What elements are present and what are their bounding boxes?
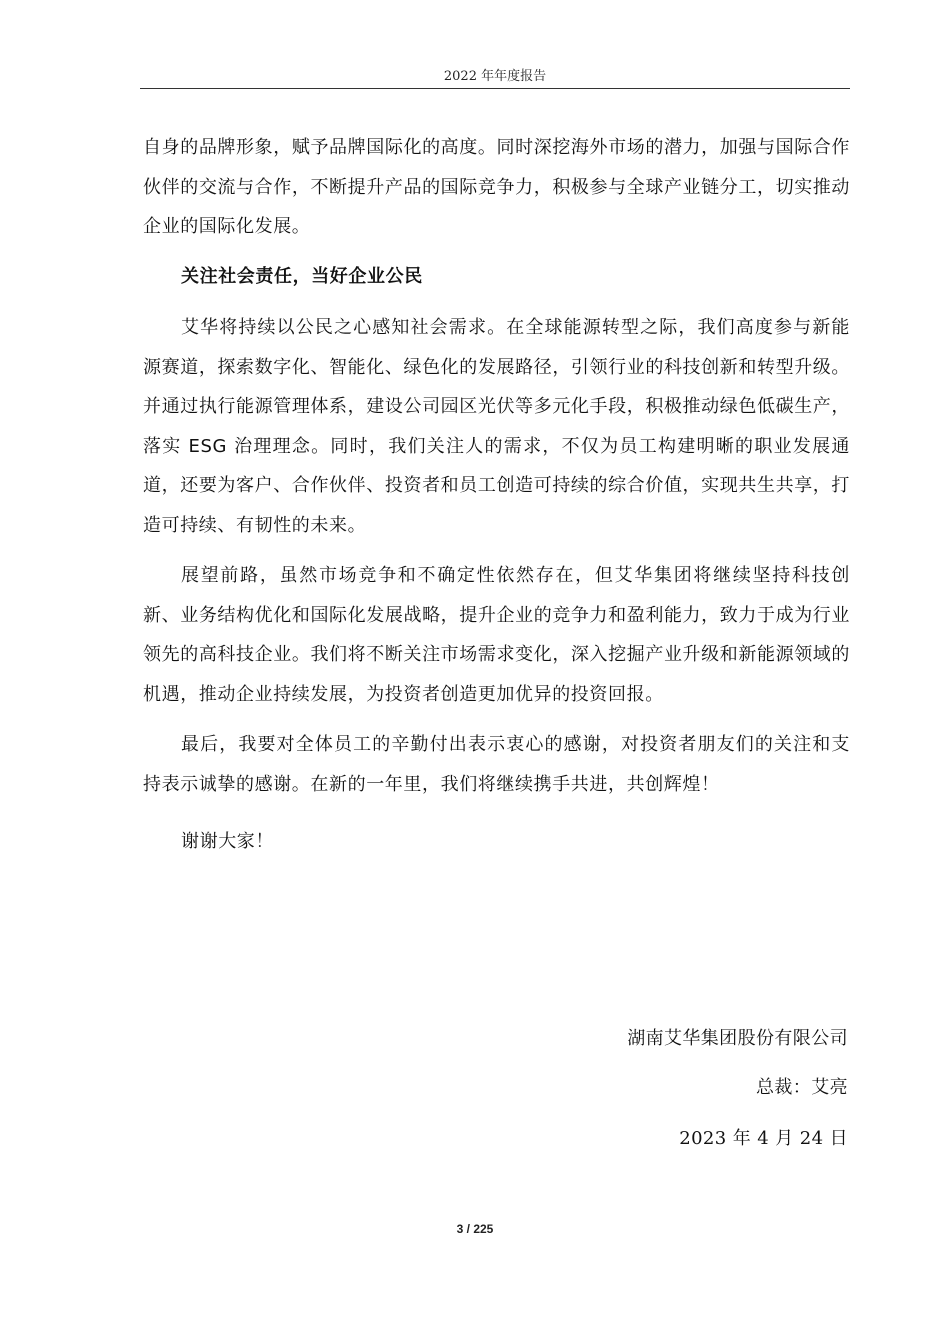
signature-date: 2023 年 4 月 24 日 xyxy=(679,1128,848,1149)
header-divider xyxy=(140,88,850,89)
closing-thanks: 谢谢大家！ xyxy=(181,831,274,852)
body-paragraph-2: 艾华将持续以公民之心感知社会需求。在全球能源转型之际，我们高度参与新能源赛道，探索数字化、智能化、绿色化的发展路径，引领行业的科技创新和转型升级。并通过执行能源管理体系，建设公司园区光伏等多元化手段，积极推动绿色低碳生产，落实 ESG 治理理念。同时，我们关注人的需求，不仅为员工构建明晰的职业发展通道，还要为客户、合作伙伴、投资者和员工创造可持续的综合价值，实现共生共享，打造可持续、有韧性的未来。 xyxy=(143,317,850,536)
signature-title: 总裁：艾亮 xyxy=(756,1077,848,1098)
page-header-title: 2022 年年度报告 xyxy=(443,69,547,84)
section-heading: 关注社会责任，当好企业公民 xyxy=(181,266,423,287)
page-number: 3 / 225 xyxy=(456,1222,494,1236)
body-paragraph-1: 自身的品牌形象，赋予品牌国际化的高度。同时深挖海外市场的潜力，加强与国际合作伙伴的交流与合作，不断提升产品的国际竞争力，积极参与全球产业链分工，切实推动企业的国际化发展。 xyxy=(143,137,850,237)
body-paragraph-3: 展望前路，虽然市场竞争和不确定性依然存在，但艾华集团将继续坚持科技创新、业务结构优化和国际化发展战略，提升企业的竞争力和盈利能力，致力于成为行业领先的高科技企业。我们将不断关注市场需求变化，深入挖掘产业升级和新能源领域的机遇，推动企业持续发展，为投资者创造更加优异的投资回报。 xyxy=(143,565,850,705)
signature-company: 湖南艾华集团股份有限公司 xyxy=(627,1028,848,1049)
body-paragraph-4: 最后，我要对全体员工的辛勤付出表示衷心的感谢，对投资者朋友们的关注和支持表示诚挚的感谢。在新的一年里，我们将继续携手共进，共创辉煌！ xyxy=(143,734,850,795)
